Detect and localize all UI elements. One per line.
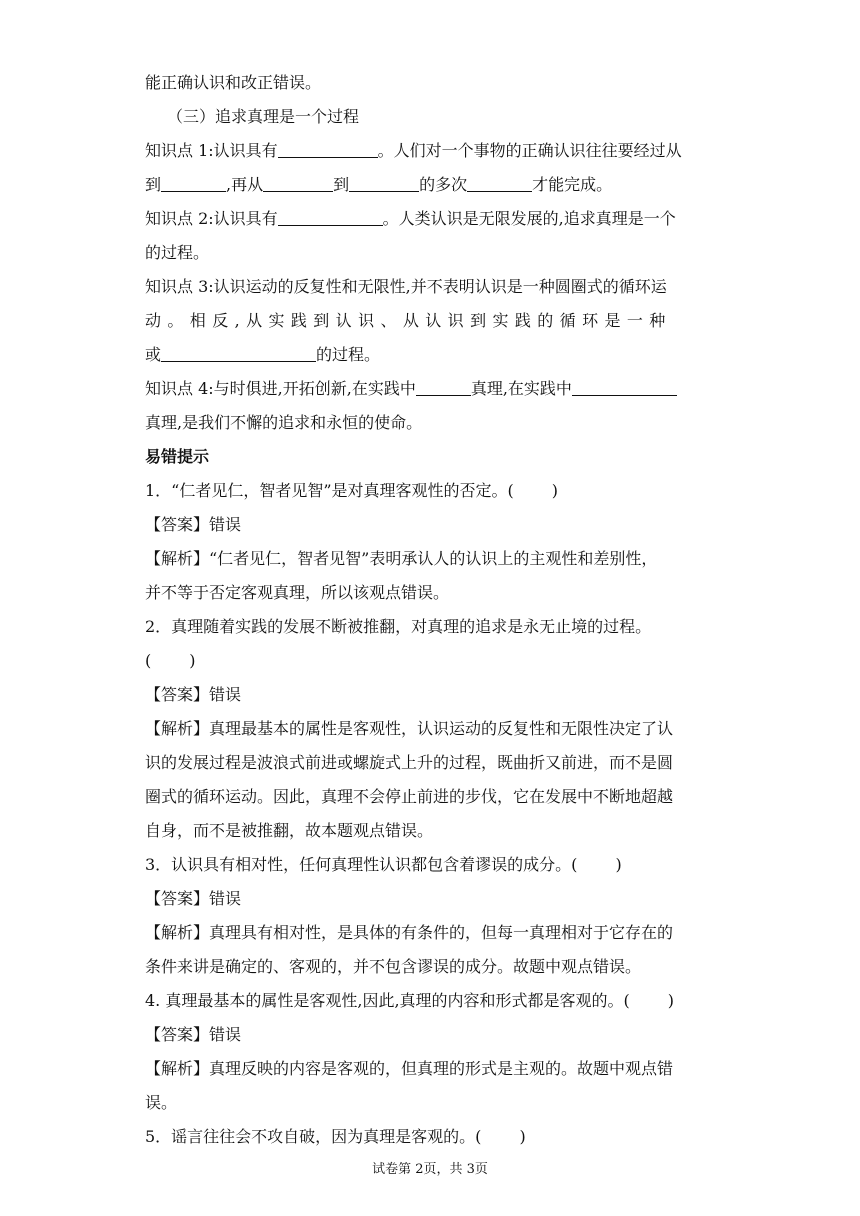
question-5: 5．谣言往往会不攻自破，因为真理是客观的。( ) xyxy=(145,1127,526,1146)
fill-blank[interactable] xyxy=(416,379,471,396)
knowledge-point-1: 知识点 1:认识具有 。人们对一个事物的正确认识往往要经过从 xyxy=(145,141,682,160)
knowledge-point-4: 知识点 4:与时俱进,开拓创新,在实践中 真理,在实践中 xyxy=(145,372,720,406)
explanation-2-cont: 圈式的循环运动。因此，真理不会停止前进的步伐，它在发展中不断地超越 xyxy=(145,787,674,806)
knowledge-point-2: 知识点 2:认识具有 。人类认识是无限发展的,追求真理是一个 xyxy=(145,209,676,228)
section-heading: （三）追求真理是一个过程 xyxy=(167,107,360,126)
explanation-3-cont: 条件来讲是确定的、客观的，并不包含谬误的成分。故题中观点错误。 xyxy=(145,957,642,976)
explanation-2-cont: 自身，而不是被推翻，故本题观点错误。 xyxy=(145,821,434,840)
knowledge-point-3: 知识点 3:认识运动的反复性和无限性,并不表明认识是一种圆圈式的循环运 xyxy=(145,277,667,296)
knowledge-point-2-cont: 的过程。 xyxy=(145,243,210,262)
text-line: 能正确认识和改正错误。 xyxy=(145,73,322,92)
explanation-4: 【解析】真理反映的内容是客观的，但真理的形式是主观的。故题中观点错 xyxy=(145,1059,674,1078)
question-3: 3．认识具有相对性，任何真理性认识都包含着谬误的成分。( ) xyxy=(145,855,622,874)
fill-blank[interactable] xyxy=(278,209,383,226)
explanation-4-cont: 误。 xyxy=(145,1093,178,1112)
knowledge-point-1-cont: 到 ,再从 到 的多次 才能完成。 xyxy=(145,175,613,194)
tips-heading: 易错提示 xyxy=(145,447,210,466)
question-2: 2．真理随着实践的发展不断被推翻，对真理的追求是永无止境的过程。 xyxy=(145,617,652,636)
knowledge-point-3-cont: 动。相反,从实践到认识、从认识到实践的循环是一种 xyxy=(145,311,672,330)
fill-blank[interactable] xyxy=(263,175,333,192)
fill-blank[interactable] xyxy=(161,175,226,192)
explanation-1-cont: 并不等于否定客观真理，所以该观点错误。 xyxy=(145,583,450,602)
explanation-2: 【解析】真理最基本的属性是客观性，认识运动的反复性和无限性决定了认 xyxy=(145,719,674,738)
knowledge-point-4-cont: 真理,是我们不懈的追求和永恒的使命。 xyxy=(145,413,423,432)
explanation-1: 【解析】“仁者见仁，智者见智”表明承认人的认识上的主观性和差别性， xyxy=(145,549,658,568)
fill-blank[interactable] xyxy=(572,379,677,396)
question-4: 4. 真理最基本的属性是客观性,因此,真理的内容和形式都是客观的。( ) xyxy=(145,991,675,1010)
question-1: 1．“仁者见仁，智者见智”是对真理客观性的否定。( ) xyxy=(145,481,559,500)
page-footer: 试卷第 2页，共 3页 xyxy=(372,1162,488,1177)
answer-2: 【答案】错误 xyxy=(145,685,242,704)
fill-blank[interactable] xyxy=(349,175,419,192)
answer-4: 【答案】错误 xyxy=(145,1025,242,1044)
answer-1: 【答案】错误 xyxy=(145,515,242,534)
fill-blank[interactable] xyxy=(161,345,316,362)
answer-3: 【答案】错误 xyxy=(145,889,242,908)
document-page xyxy=(145,66,720,1154)
question-2-paren: ( ) xyxy=(145,651,196,670)
explanation-2-cont: 识的发展过程是波浪式前进或螺旋式上升的过程，既曲折又前进，而不是圆 xyxy=(145,753,674,772)
fill-blank[interactable] xyxy=(278,141,378,158)
fill-blank[interactable] xyxy=(467,175,532,192)
explanation-3: 【解析】真理具有相对性，是具体的有条件的，但每一真理相对于它存在的 xyxy=(145,923,674,942)
knowledge-point-3-cont2: 或 的过程。 xyxy=(145,345,381,364)
